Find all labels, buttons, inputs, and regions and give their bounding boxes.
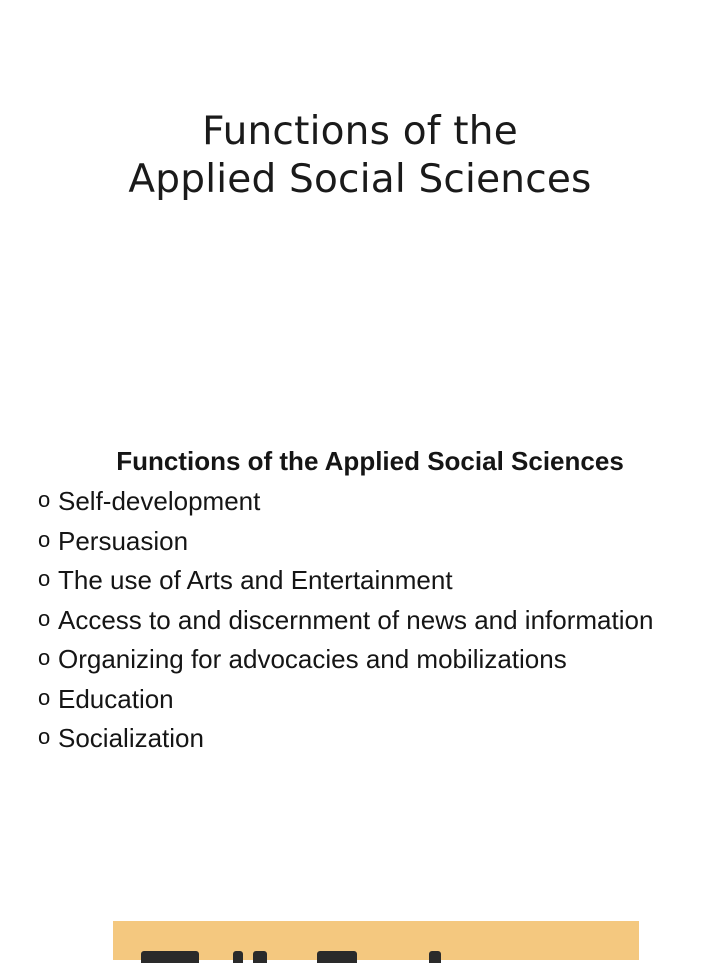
list-item	[38, 482, 678, 522]
list-item-text: Persuasion	[58, 525, 189, 556]
bullet-circle-icon: o	[38, 684, 51, 710]
content-heading: Functions of the Applied Social Sciences	[116, 446, 624, 476]
list-item-text: Self-development	[58, 486, 261, 516]
list-item-text: Education	[58, 683, 174, 714]
bullet-circle-icon: o	[38, 526, 51, 552]
bullet-circle-icon: o	[38, 724, 51, 749]
list-item-text: Socialization	[58, 723, 204, 753]
bullet-circle-icon: o	[38, 487, 51, 512]
content-block	[38, 444, 678, 759]
list-item	[38, 719, 678, 759]
bullet-circle-icon: o	[38, 605, 51, 631]
slide-title-line-2: Applied Social Sciences	[128, 157, 592, 202]
list-item-text: Access to and discernment of news and information	[58, 604, 654, 635]
cropped-text-fragment	[141, 951, 441, 965]
next-slide-header-band	[113, 921, 639, 960]
list-item	[38, 561, 678, 601]
slide-title-line-1: Functions of the	[202, 109, 518, 154]
bullet-circle-icon: o	[38, 566, 51, 591]
list-item	[38, 601, 678, 641]
list-item-text: The use of Arts and Entertainment	[58, 565, 453, 595]
bullet-list	[38, 482, 678, 759]
list-item	[38, 522, 678, 562]
bullet-circle-icon: o	[38, 645, 51, 670]
list-item-text: Organizing for advocacies and mobilizations	[58, 644, 567, 674]
list-item	[38, 640, 678, 680]
slide-title	[0, 108, 720, 204]
list-item	[38, 680, 678, 720]
